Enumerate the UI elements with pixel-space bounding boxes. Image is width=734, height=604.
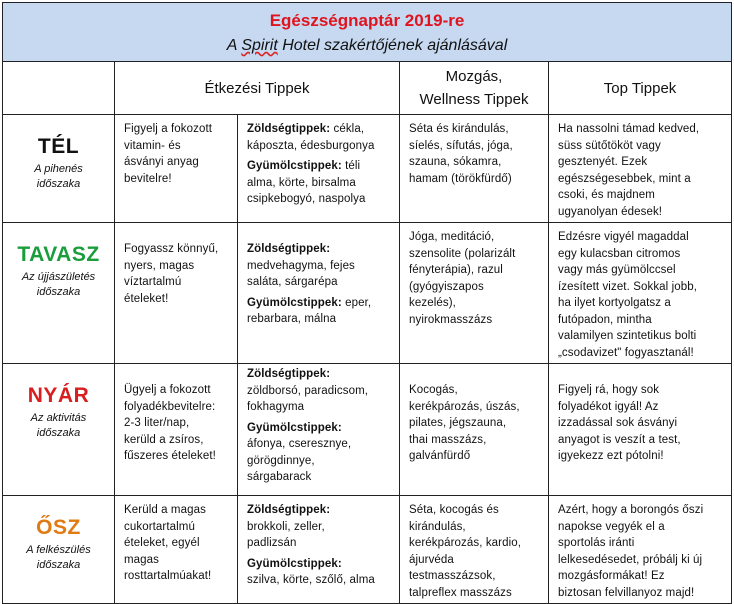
- food-line: cukortartalmú: [124, 520, 195, 533]
- food-line: Figyelj a fokozott: [124, 123, 213, 135]
- season-sub-autumn: [3, 543, 114, 573]
- season-winter: [3, 115, 115, 223]
- move-line: hamam (törökfürdő): [409, 172, 512, 185]
- veg-label: Zöldségtippek:: [247, 504, 331, 516]
- season-sub-spring: [3, 270, 114, 300]
- food-general-summer: [115, 364, 238, 496]
- fruit-line: szilva, körte, szőlő, alma: [247, 574, 375, 586]
- column-header-food: Étkezési Tippek: [115, 62, 400, 115]
- top-line: Figyelj rá, hogy sok: [558, 384, 660, 396]
- move-line: testmasszázsok,: [409, 570, 496, 582]
- top-winter: [549, 115, 732, 223]
- top-line: egészségesebbek, mint a: [558, 172, 691, 185]
- row-summer: [3, 364, 732, 496]
- produce-summer: [238, 364, 400, 496]
- top-line: mozgásformákat! Ez: [558, 570, 665, 582]
- food-line: Fogyassz könnyű,: [124, 243, 219, 255]
- food-line: vitamin- és: [124, 139, 181, 152]
- top-line: sportolás iránti: [558, 537, 635, 549]
- season-sub-spring-line2: időszaka: [36, 286, 81, 298]
- fruit-label: Gyümölcstippek:: [247, 557, 342, 570]
- season-autumn: [3, 496, 115, 604]
- movement-summer: [400, 364, 549, 496]
- move-line: kezelés),: [409, 297, 456, 309]
- fruit-line: [247, 295, 393, 312]
- move-line: szensolite (polarizált: [409, 247, 516, 260]
- column-header-movement-line2: Wellness Tippek: [419, 91, 529, 108]
- title-row: [3, 3, 732, 62]
- food-line: rosttartalmúakat!: [124, 570, 212, 582]
- fruit-label: Gyümölcstippek:: [247, 160, 342, 172]
- fruit-line: görögdinnye,: [247, 454, 315, 467]
- calendar-subtitle: [3, 37, 731, 55]
- top-line: csoki, és majdnem: [558, 189, 655, 201]
- veg-label: Zöldségtippek:: [247, 368, 331, 380]
- top-line: Edzésre vigyél magaddal: [558, 231, 689, 243]
- move-line: galvánfürdő: [409, 450, 471, 462]
- food-line: folyadékbevitelre:: [124, 400, 216, 413]
- veg-line: saláta, sárgarépa: [247, 276, 338, 288]
- move-line: Séta és kirándulás,: [409, 123, 509, 135]
- move-line: Kocogás,: [409, 384, 458, 396]
- top-line: ha ilyet kortyolgatsz a: [558, 297, 671, 309]
- move-line: síelés, sífutás, jóga,: [409, 139, 513, 152]
- subtitle-spirit: Spirit: [241, 37, 278, 54]
- top-line: Azért, hogy a borongós őszi: [558, 504, 704, 516]
- top-line: vagy más gyümölccsel: [558, 264, 676, 276]
- season-sub-winter-line1: A pihenés: [34, 163, 83, 175]
- food-line: ételeket!: [124, 292, 169, 305]
- fruit-line: alma, körte, birsalma: [247, 176, 356, 189]
- top-line: valamilyen szintetikus bolti: [558, 330, 697, 342]
- season-name-summer: NYÁR: [27, 384, 90, 407]
- food-line: Kerüld a magas: [124, 504, 206, 516]
- title-cell: [3, 3, 732, 62]
- top-line: Ha nassolni támad kedved,: [558, 123, 700, 135]
- top-line: anyagot is veszít a test,: [558, 433, 681, 446]
- season-spring: [3, 223, 115, 364]
- move-line: fényterápia), razul: [409, 264, 503, 276]
- fruit-line: [247, 556, 393, 573]
- fruit-line: csipkebogyó, naspolya: [247, 193, 366, 205]
- veg-line: káposzta, édesburgonya: [247, 139, 375, 152]
- veg-line: [247, 502, 393, 519]
- calendar-table: [2, 2, 732, 604]
- season-name-autumn: ŐSZ: [36, 516, 81, 539]
- header-row: [3, 62, 732, 115]
- produce-autumn: [238, 496, 400, 604]
- food-line: víztartalmú: [124, 276, 182, 288]
- food-general-winter: [115, 115, 238, 223]
- veg-label: Zöldségtippek:: [247, 243, 331, 255]
- move-line: thai masszázs,: [409, 433, 487, 446]
- move-line: kerékpározás, kardio,: [409, 537, 522, 549]
- top-line: igyekezz ezt pótolni!: [558, 450, 664, 462]
- produce-spring: [238, 223, 400, 364]
- season-sub-spring-line1: Az újjászületés: [21, 271, 96, 283]
- top-summer: [549, 364, 732, 496]
- veg-line: brokkoli, zeller,: [247, 520, 325, 533]
- veg-line: [247, 121, 393, 138]
- food-line: bevitelre!: [124, 172, 172, 185]
- season-sub-autumn-line2: időszaka: [36, 559, 81, 571]
- row-spring: [3, 223, 732, 364]
- top-line: napokse vegyék el a: [558, 520, 665, 533]
- fruit-line: [247, 158, 393, 175]
- food-line: 2-3 liter/nap,: [124, 417, 190, 429]
- season-sub-summer-line2: időszaka: [36, 427, 81, 439]
- fruit-inline: téli: [341, 160, 361, 172]
- food-line: kerüld a zsíros,: [124, 433, 204, 446]
- veg-line: fokhagyma: [247, 401, 305, 413]
- subtitle-prefix: A: [226, 37, 242, 54]
- top-line: futópadon, mintha: [558, 313, 652, 326]
- season-sub-autumn-line1: A felkészülés: [26, 544, 91, 556]
- top-line: izzadással sok ásványi: [558, 417, 678, 429]
- season-sub-summer-line1: Az aktivitás: [30, 412, 87, 424]
- top-line: süss sütőtököt vagy: [558, 139, 661, 152]
- food-line: nyers, magas: [124, 259, 195, 272]
- move-line: kirándulás,: [409, 520, 466, 533]
- top-line: egy kulacsban citromos: [558, 247, 681, 260]
- veg-line: [247, 366, 393, 383]
- top-line: folyadékot igyál! Az: [558, 400, 659, 413]
- move-line: Séta, kocogás és: [409, 504, 499, 516]
- fruit-line: [247, 420, 393, 437]
- season-name-winter: TÉL: [37, 135, 80, 158]
- column-header-top: Top Tippek: [549, 62, 732, 115]
- top-line: ugyanolyan édesek!: [558, 205, 663, 218]
- move-line: szauna, sókamra,: [409, 156, 502, 168]
- season-sub-winter: [3, 162, 114, 192]
- row-autumn: [3, 496, 732, 604]
- veg-line: padlizsán: [247, 537, 297, 549]
- season-name-spring: TAVASZ: [17, 243, 100, 266]
- veg-label: Zöldségtippek:: [247, 123, 331, 135]
- top-line: biztosan felvillanyoz majd!: [558, 586, 695, 599]
- fruit-line: sárgabarack: [247, 471, 312, 483]
- fruit-label: Gyümölcstippek:: [247, 296, 342, 309]
- movement-autumn: [400, 496, 549, 604]
- subtitle-suffix: Hotel szakértőjének ajánlásával: [277, 37, 508, 54]
- top-line: gesztenyét. Ezek: [558, 156, 648, 168]
- move-line: Jóga, meditáció,: [409, 231, 495, 243]
- move-line: talpreflex masszázs: [409, 586, 512, 599]
- food-general-spring: [115, 223, 238, 364]
- fruit-line: áfonya, cseresznye,: [247, 438, 352, 450]
- season-sub-summer: [3, 411, 114, 441]
- food-line: magas: [124, 553, 160, 566]
- produce-winter: [238, 115, 400, 223]
- fruit-line: rebarbara, málna: [247, 313, 337, 325]
- row-winter: [3, 115, 732, 223]
- fruit-inline: eper,: [341, 296, 372, 309]
- top-line: „csodavizet" fogyasztanál!: [558, 346, 694, 359]
- food-line: fűszeres ételeket!: [124, 450, 216, 462]
- move-line: ájurvéda: [409, 553, 454, 566]
- top-line: ízesített vizet. Sokkal jobb,: [558, 280, 698, 293]
- movement-spring: [400, 223, 549, 364]
- top-autumn: [549, 496, 732, 604]
- food-line: Ügyelj a fokozott: [124, 384, 211, 396]
- fruit-label: Gyümölcstippek:: [247, 421, 342, 434]
- veg-line: zöldborsó, paradicsom,: [247, 384, 369, 397]
- move-line: kerékpározás, úszás,: [409, 400, 520, 413]
- veg-inline: cékla,: [330, 123, 365, 135]
- calendar-title: Egészségnaptár 2019-re: [269, 11, 465, 30]
- move-line: pilates, jégszauna,: [409, 417, 507, 429]
- food-general-autumn: [115, 496, 238, 604]
- veg-line: [247, 241, 393, 258]
- top-line: lelkesedésedet, próbálj ki új: [558, 553, 703, 566]
- top-spring: [549, 223, 732, 364]
- move-line: nyirokmasszázs: [409, 313, 493, 326]
- movement-winter: [400, 115, 549, 223]
- food-line: ételeket, egyél: [124, 537, 200, 549]
- season-sub-winter-line2: időszaka: [36, 178, 81, 190]
- season-summer: [3, 364, 115, 496]
- move-line: (gyógyiszapos: [409, 280, 484, 293]
- veg-line: medvehagyma, fejes: [247, 259, 355, 272]
- column-header-movement-line1: Mozgás,: [445, 68, 503, 85]
- column-header-movement: [400, 62, 549, 115]
- food-line: ásványi anyag: [124, 156, 199, 168]
- corner-cell: [3, 62, 115, 115]
